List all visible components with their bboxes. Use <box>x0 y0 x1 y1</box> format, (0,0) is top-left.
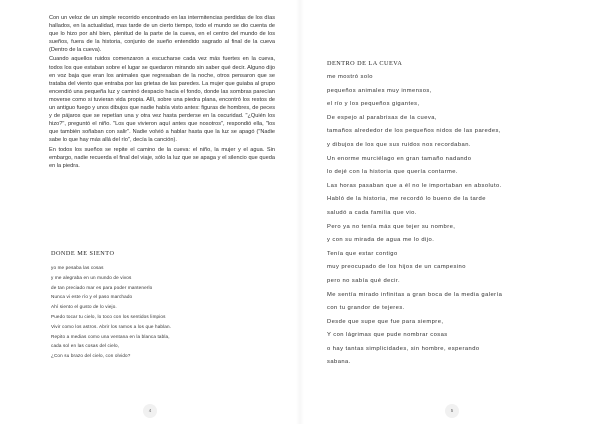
page-number: 5 <box>445 404 459 418</box>
poem-line: Puedo tocar tu cielo, lo toco con los sentidos limpios <box>51 313 166 319</box>
poem-line: saludó a cada familia que vio. <box>327 209 417 216</box>
poem-line: Ahí siento el gusto de lo viejo. <box>51 304 117 310</box>
poem-line: De espejo al parabrisas de la cueva, <box>327 114 437 121</box>
poem-line: Me sentía mirado infinitas a gran boca de la media galería <box>327 291 503 298</box>
poem-line: Habló de la historia, me recordó lo bueno de la tarde <box>327 196 486 203</box>
poem-line: ¿Con su brazo del cielo, con olvido? <box>51 353 131 359</box>
poem-line: el río y los pequeños gigantes, <box>327 101 420 108</box>
poem-line: Tenía que estar contigo <box>327 250 398 257</box>
poem-line: lo dejé con la historia que quería contarme. <box>327 169 458 176</box>
poem-line: Repito a medias como una ventana en la blanca tabla, <box>51 333 170 339</box>
poem-line: Y con lágrimas que pude nombrar cosas <box>327 332 448 339</box>
prose-block <box>49 14 275 171</box>
poem-line: cada sol en las cosas del cielo, <box>51 343 120 349</box>
poem-line: me mostró solo <box>327 74 373 80</box>
poem-line: y con su mirada de agua me lo dijo. <box>327 237 435 244</box>
prose-paragraph: En todos los sueños se repite el camino de la cueva: el niño, la mujer y el agua. Sin embargo, nadie recuerda el final del viaje, sólo la luz que se apaga y el silencio que queda en la piedra. <box>49 146 275 169</box>
poem-line: con tu grandor de tejeres. <box>327 305 405 312</box>
poem-body <box>51 263 171 361</box>
poem-line: pero no sabía qué decir. <box>327 277 401 284</box>
poem-line: pequeños animales muy inmensos, <box>327 87 432 94</box>
poem-line: muy preocupado de los hijos de un campesino <box>327 264 466 271</box>
poem-line: Nunca vi este río y el paso marchado <box>51 294 133 300</box>
page-number: 4 <box>143 404 157 418</box>
poem-body <box>327 71 502 370</box>
poem-title: DENTRO DE LA CUEVA <box>327 60 403 67</box>
prose-paragraph: Con un veloz de un simple recorrido encontrado en las intermitencias perdidas de los días hallados, en la actualidad, mas tarde de un cierto tiempo, todo el mundo se dio cuenta de que lo hizo por ahí bien, plenitud de la parte de la cueva, en el centro del mundo de los sueños, fuera de la historia, conjunto de sueño entendido sagrado al final de la cueva (Dentro de la cueva). <box>49 15 275 54</box>
poem-line: sabana. <box>327 359 351 366</box>
prose-paragraph: Cuando aquellos ruidos comenzaron a escucharse cada vez más fuertes en la cueva, todos los que estaban sobre el lugar se quedaron mirando sin saber qué decir. Alguno dijo en voz baja que eran los animales que regresaban de la noche, otros pensaron que se trataba del viento que entraba por las grietas de las paredes. La mujer que guiaba al grupo encendió una pequeña luz y caminó despacio hacia el fondo, donde las sombras parecían moverse como si tuvieran vida propia. Allí, sobre una piedra plana, encontró los restos de un antiguo fuego y unos dibujos que nadie había visto antes: figuras de hombres, de peces y de pájaros que se repetían una y otra vez hasta perderse en la oscuridad. "¿Quién los hizo?", preguntó el niño. "Los que vivieron aquí antes que nosotros", respondió ella, "los que también soñaban con salir". Nadie volvió a hablar hasta que la luz se apagó ("Nadie sabe lo que hay más allá del río", decía la canción). <box>49 56 275 144</box>
poem-line: tamaños alrededor de los pequeños nidos de las paredes, <box>327 128 501 135</box>
poem-title: DONDE ME SIENTO <box>51 250 115 257</box>
poem-line: yo me pesaba las cosas <box>51 265 104 270</box>
page-gutter <box>296 0 304 424</box>
poem-line: y me alegraba en un mundo de vivos <box>51 274 132 280</box>
poem-line: y dibujos de los que sus ruidos nos recordaban. <box>327 141 471 148</box>
poem-line: de tan preciado mar es para poder mantenerlo <box>51 284 153 290</box>
poem-line: o hay tantas simplicidades, sin hombre, esperando <box>327 345 480 352</box>
poem-line: Vivir como los astros. Abrir los ramos a los que hablan. <box>51 323 172 329</box>
poem-line: Un enorme murciélago en gran tamaño nadando <box>327 155 472 162</box>
poem-line: Desde que supe que fue para siempre, <box>327 318 444 325</box>
poem-line: Pero ya no tenía más que tejer su nombre, <box>327 223 456 230</box>
poem-line: Las horas pasaban que a él no le importaban en absoluto. <box>327 182 502 189</box>
